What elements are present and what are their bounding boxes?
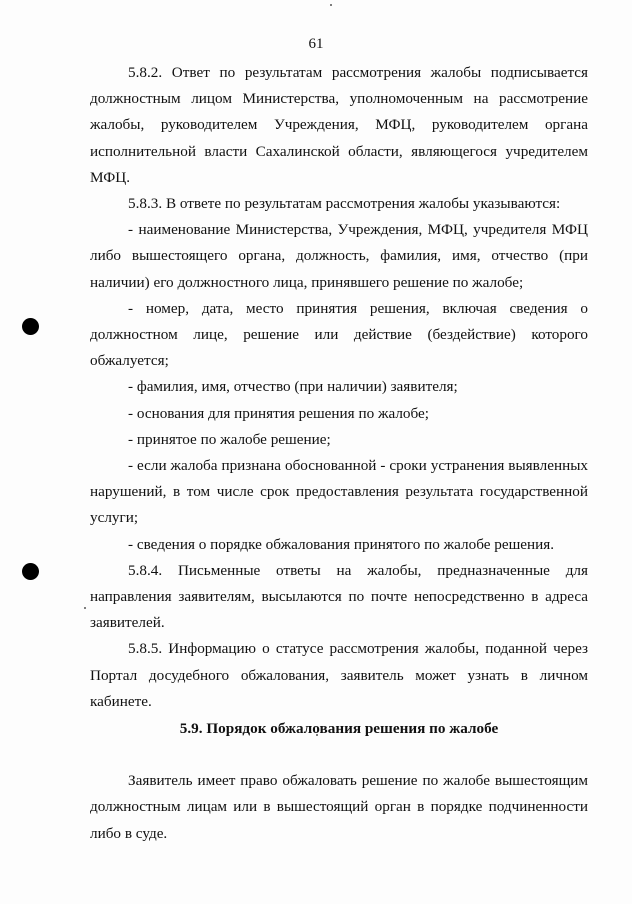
- paragraph-5-8-5: 5.8.5. Информацию о статусе рассмотрения жалобы, поданной через Портал досудебного обжалования, заявитель может узнать в личном кабинете.: [90, 640, 588, 710]
- paragraph-5-8-4: 5.8.4. Письменные ответы на жалобы, предназначенные для направления заявителям, высылаются по почте непосредственно в адреса заявителей.: [90, 561, 588, 632]
- page-number: 61: [308, 36, 324, 52]
- list-item-number-date: - номер, дата, место принятия решения, включая сведения о должностном лице, решение или действие (бездействие) которого обжалуется;: [90, 299, 588, 370]
- document-body: [90, 60, 588, 847]
- punch-hole-top: [22, 318, 39, 335]
- list-item-applicant: - фамилия, имя, отчество (при наличии) заявителя;: [128, 378, 458, 396]
- final-paragraph: Заявитель имеет право обжаловать решение по жалобе вышестоящим должностным лицам или в вышестоящий орган в порядке подчиненности либо в суде.: [90, 772, 588, 842]
- punch-hole-bottom: [22, 563, 39, 580]
- list-item-name: - наименование Министерства, Учреждения, МФЦ, учредителя МФЦ либо вышестоящего органа, должность, фамилия, имя, отчество (при наличии) его должностного лица, принявшего решение по жалобе;: [90, 221, 588, 291]
- paragraph-5-8-2: 5.8.2. Ответ по результатам рассмотрения жалобы подписывается должностным лицом Министерства, уполномоченным на рассмотрение жалобы, руководителем Учреждения, МФЦ, руководителем органа исполнительной власти Сахалинской области, являющегося учредителем МФЦ.: [90, 64, 588, 186]
- scan-speck: [84, 607, 86, 609]
- scan-speck: [330, 4, 332, 6]
- paragraph-5-8-3: 5.8.3. В ответе по результатам рассмотрения жалобы указываются:: [128, 195, 561, 213]
- list-item-terms: - если жалоба признана обоснованной - сроки устранения выявленных нарушений, в том числе срок предоставления результата государственной услуги;: [90, 457, 588, 527]
- list-item-decision: - принятое по жалобе решение;: [128, 430, 331, 448]
- list-item-appeal-info: - сведения о порядке обжалования принятого по жалобе решения.: [128, 535, 555, 553]
- list-item-grounds: - основания для принятия решения по жалобе;: [128, 404, 429, 422]
- section-title: 5.9. Порядок обжалования решения по жалобе: [179, 720, 499, 738]
